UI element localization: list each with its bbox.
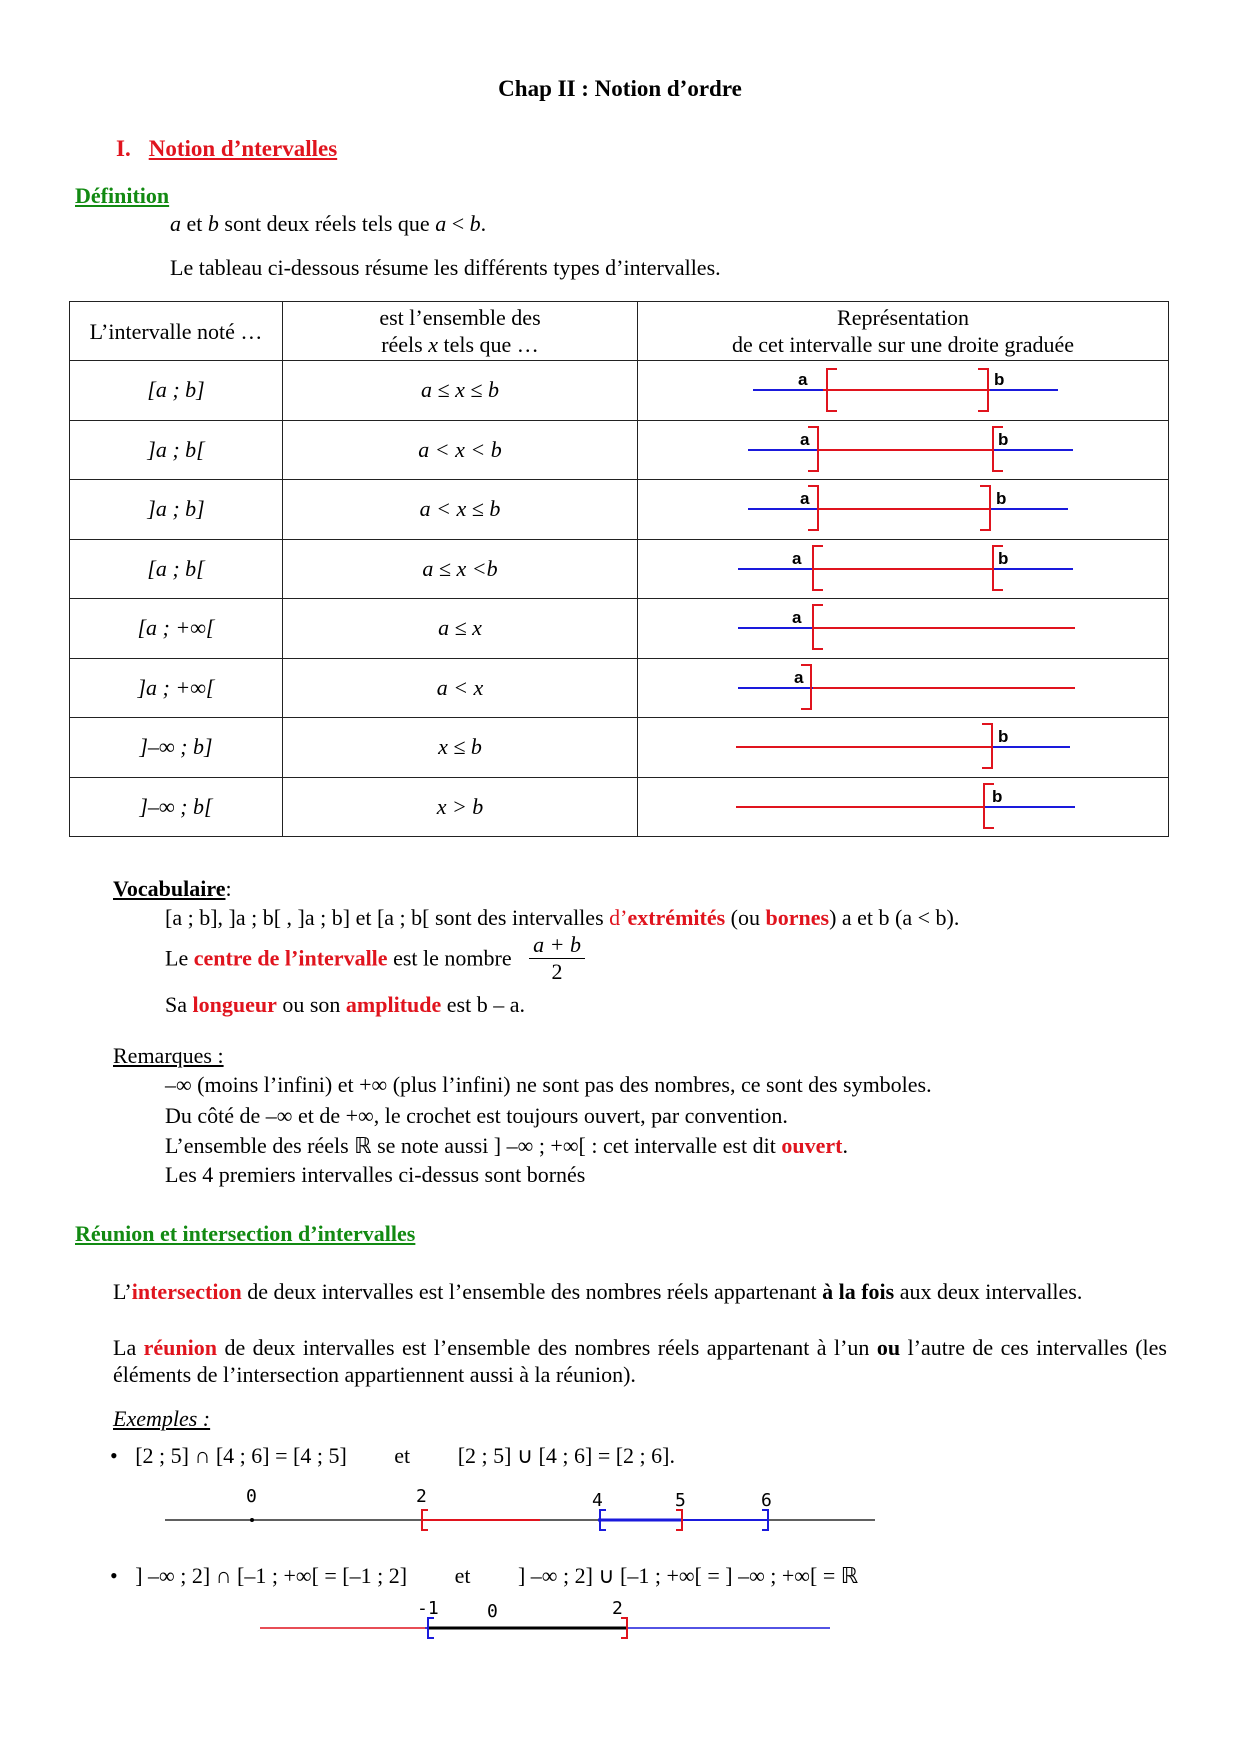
example-1-et: et bbox=[394, 1443, 411, 1468]
svg-text:2: 2 bbox=[612, 1598, 623, 1619]
section-heading bbox=[116, 136, 337, 162]
number-line-open-open bbox=[638, 421, 1168, 479]
interval-condition: x > b bbox=[436, 793, 484, 819]
svg-text:b: b bbox=[998, 727, 1009, 747]
vocabulaire-line-2: Le centre de l’intervalle est le nombre $\frac{a + b}{2}$ bbox=[165, 932, 585, 985]
vocabulaire-line-3: Sa longueur ou son amplitude est b – a. bbox=[165, 992, 525, 1017]
example-1-union: [2 ; 5] ∪ [4 ; 6] = [2 ; 6]. bbox=[457, 1443, 675, 1468]
interval-notation: [a ; b[ bbox=[147, 555, 205, 581]
number-line-closed-open bbox=[638, 540, 1168, 598]
svg-text:b: b bbox=[998, 548, 1009, 568]
center-fraction: $\frac{a + b}{2}$ bbox=[529, 932, 585, 985]
example-2-intersection: ] –∞ ; 2] ∩ [–1 ; +∞[ = [–1 ; 2] bbox=[135, 1563, 408, 1588]
interval-notation: ]a ; +∞[ bbox=[137, 674, 215, 700]
remarque-1: –∞ (moins l’infini) et +∞ (plus l’infini) ne sont pas des nombres, ce sont des symboles. bbox=[165, 1072, 932, 1097]
example-2-union: ] –∞ ; 2] ∪ [–1 ; +∞[ = ] –∞ ; +∞[ = ℝ bbox=[517, 1563, 859, 1588]
svg-text:6: 6 bbox=[761, 1490, 772, 1511]
table-row bbox=[70, 777, 1169, 837]
reunion-paragraph-2: La réunion de deux intervalles est l’ensemble des nombres réels appartenant à l’un ou l’autre de ces intervalles (les éléments de l’intersection appartiennent aussi à la réunion). bbox=[113, 1335, 1167, 1387]
remarque-3: L’ensemble des réels ℝ se note aussi ] –∞ ; +∞[ : cet intervalle est dit ouvert. bbox=[165, 1133, 848, 1158]
definition-heading: Définition bbox=[75, 183, 170, 208]
table-header-row bbox=[70, 302, 1169, 361]
interval-condition: a ≤ x <b bbox=[422, 555, 498, 581]
svg-text:a: a bbox=[792, 608, 802, 628]
interval-notation: [a ; +∞[ bbox=[137, 615, 215, 641]
svg-text:b: b bbox=[992, 786, 1003, 806]
definition-line-1: a et b sont deux réels tels que a < b. bbox=[170, 211, 487, 236]
svg-text:a: a bbox=[800, 489, 810, 509]
bullet: • bbox=[110, 1443, 118, 1468]
interval-notation: ]–∞ ; b[ bbox=[139, 793, 213, 819]
svg-text:0: 0 bbox=[246, 1486, 257, 1507]
svg-text:a: a bbox=[800, 429, 810, 449]
reunion-heading: Réunion et intersection d’intervalles bbox=[75, 1221, 416, 1246]
interval-condition: a ≤ x bbox=[438, 615, 482, 641]
table-row bbox=[70, 420, 1169, 480]
table-row bbox=[70, 539, 1169, 599]
vocabulaire-line-1: [a ; b], ]a ; b[ , ]a ; b] et [a ; b[ sont des intervalles d’extrémités (ou bornes) a et b (a < b). bbox=[165, 905, 960, 930]
svg-text:b: b bbox=[994, 370, 1005, 390]
svg-text:a: a bbox=[794, 667, 804, 687]
interval-condition: a ≤ x ≤ b bbox=[421, 377, 499, 403]
interval-condition: a < x ≤ b bbox=[419, 496, 501, 522]
interval-condition: a < x < b bbox=[418, 436, 502, 462]
remarques-heading: Remarques : bbox=[113, 1043, 224, 1068]
example-2-et: et bbox=[454, 1563, 471, 1588]
svg-text:4: 4 bbox=[592, 1490, 603, 1511]
definition-line-2: Le tableau ci-dessous résume les différents types d’intervalles. bbox=[170, 255, 721, 280]
remarque-2: Du côté de –∞ et de +∞, le crochet est toujours ouvert, par convention. bbox=[165, 1103, 788, 1128]
svg-text:b: b bbox=[996, 489, 1007, 509]
number-line-closed-infinity bbox=[638, 599, 1168, 657]
example-2 bbox=[110, 1563, 858, 1589]
number-line-open-infinity bbox=[638, 659, 1168, 717]
svg-text:b: b bbox=[998, 429, 1009, 449]
table-row bbox=[70, 718, 1169, 778]
number-line-infinity-closed bbox=[638, 718, 1168, 776]
header-notation: L’intervalle noté … bbox=[70, 302, 283, 361]
svg-text:-1: -1 bbox=[417, 1598, 439, 1619]
svg-text:a: a bbox=[792, 548, 802, 568]
interval-condition: a < x bbox=[436, 674, 484, 700]
interval-notation: ]a ; b[ bbox=[147, 436, 205, 462]
table-row bbox=[70, 361, 1169, 421]
interval-table bbox=[69, 301, 1169, 837]
header-condition: est l’ensemble des réels x tels que … bbox=[283, 302, 638, 361]
table-row bbox=[70, 599, 1169, 659]
example-2-number-line bbox=[255, 1595, 835, 1655]
svg-text:a: a bbox=[798, 370, 808, 390]
svg-text:2: 2 bbox=[416, 1486, 427, 1507]
table-row bbox=[70, 658, 1169, 718]
interval-notation: [a ; b] bbox=[147, 377, 205, 403]
reunion-paragraph-1: L’intersection de deux intervalles est l’ensemble des nombres réels appartenant à la fois aux deux intervalles. bbox=[113, 1279, 1083, 1304]
svg-text:0: 0 bbox=[487, 1601, 498, 1622]
interval-condition: x ≤ b bbox=[438, 734, 482, 760]
example-1 bbox=[110, 1443, 675, 1469]
svg-text:5: 5 bbox=[675, 1490, 686, 1511]
bullet: • bbox=[110, 1563, 118, 1588]
page-title: Chap II : Notion d’ordre bbox=[498, 76, 742, 101]
vocabulaire-heading: Vocabulaire: bbox=[113, 876, 232, 901]
number-line-open-closed bbox=[638, 480, 1168, 538]
interval-notation: ]–∞ ; b] bbox=[139, 734, 213, 760]
section-label: Notion d’ntervalles bbox=[148, 136, 338, 161]
number-line-infinity-open bbox=[638, 778, 1168, 836]
number-line-closed-closed bbox=[638, 361, 1168, 419]
example-1-number-line bbox=[160, 1478, 880, 1548]
header-representation: Représentation de cet intervalle sur une droite graduée bbox=[638, 302, 1169, 361]
table-row bbox=[70, 480, 1169, 540]
interval-notation: ]a ; b] bbox=[147, 496, 205, 522]
exemples-heading: Exemples : bbox=[113, 1406, 211, 1431]
example-1-intersection: [2 ; 5] ∩ [4 ; 6] = [4 ; 5] bbox=[135, 1443, 347, 1468]
remarque-4: Les 4 premiers intervalles ci-dessus sont bornés bbox=[165, 1162, 586, 1187]
section-number: I. bbox=[116, 136, 131, 161]
